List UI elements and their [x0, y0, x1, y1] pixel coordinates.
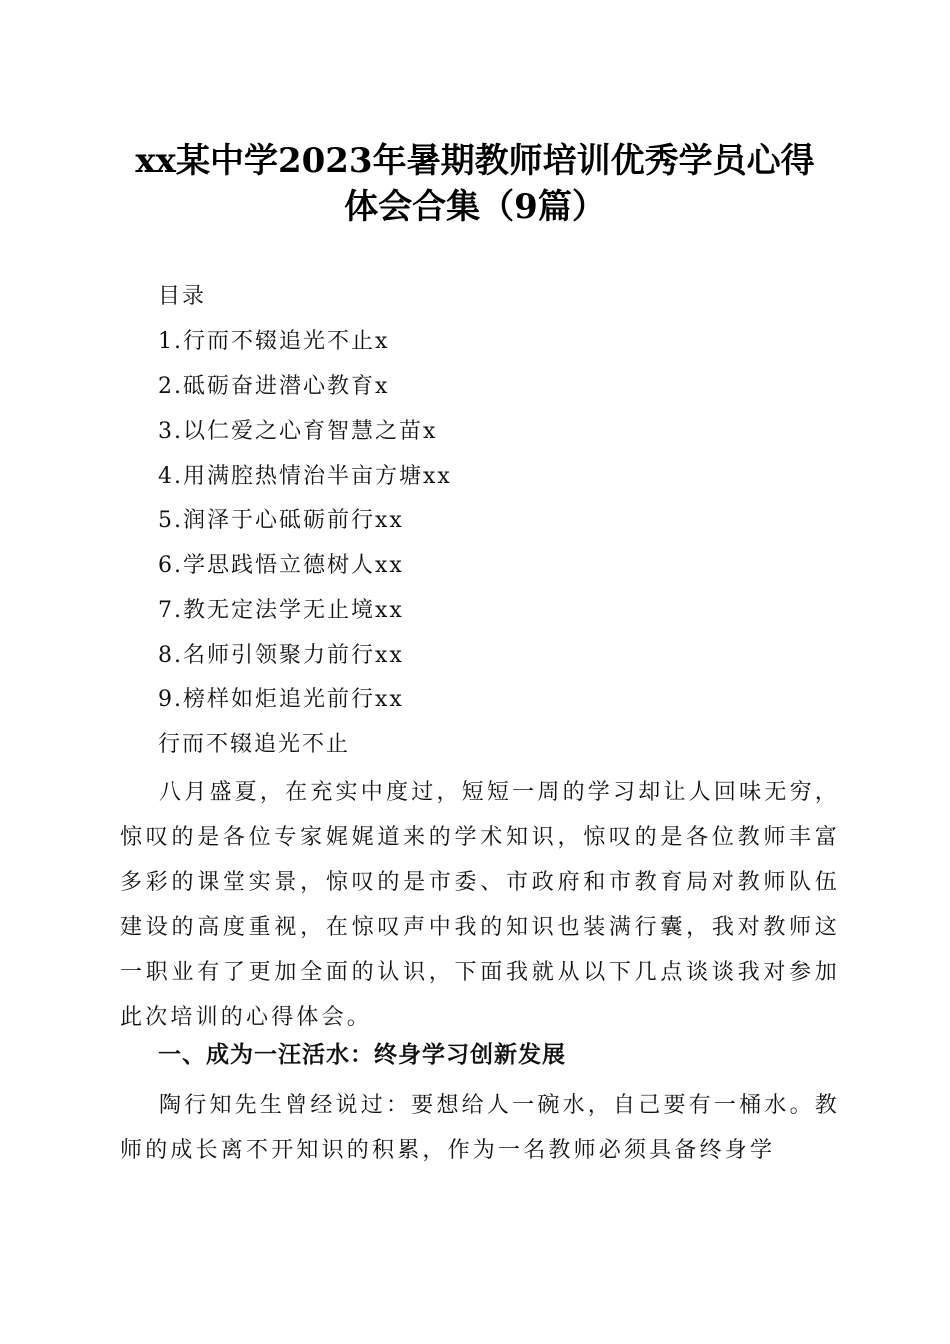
toc-item-9: 9.榜样如炬追光前行xx	[158, 687, 404, 712]
toc-item-6: 6.学思践悟立德树人xx	[158, 553, 404, 578]
document-title-line1: xx某中学2023年暑期教师培训优秀学员心得	[135, 141, 815, 181]
toc-heading: 目录	[158, 284, 207, 309]
document-title-line2: 体会合集（9篇）	[344, 187, 606, 227]
body-paragraph-2: 陶行知先生曾经说过：要想给人一碗水，自己要有一桶水。教师的成长离不开知识的积累，作为一名教师必须具备终身学	[120, 1093, 840, 1163]
article-heading: 行而不辍追光不止	[158, 732, 351, 757]
body-paragraph-1: 八月盛夏，在充实中度过，短短一周的学习却让人回味无穷，惊叹的是各位专家娓娓道来的学术知识，惊叹的是各位教师丰富多彩的课堂实景，惊叹的是市委、市政府和市教育局对教师队伍建设的高度重视，在惊叹声中我的知识也装满行囊，我对教师这一职业有了更加全面的认识，下面我就从以下几点谈谈我对参加此次培训的心得体会。	[120, 780, 840, 1030]
toc-item-5: 5.润泽于心砥砺前行xx	[158, 508, 404, 533]
toc-item-7: 7.教无定法学无止境xx	[158, 598, 404, 623]
toc-item-2: 2.砥砺奋进潜心教育x	[158, 374, 390, 399]
toc-item-4: 4.用满腔热情治半亩方塘xx	[158, 464, 452, 489]
toc-item-3: 3.以仁爱之心育智慧之苗x	[158, 419, 438, 444]
toc-item-8: 8.名师引领聚力前行xx	[158, 643, 404, 668]
toc-item-1: 1.行而不辍追光不止x	[158, 329, 390, 354]
section-title-1: 一、成为一汪活水：终身学习创新发展	[158, 1042, 566, 1068]
